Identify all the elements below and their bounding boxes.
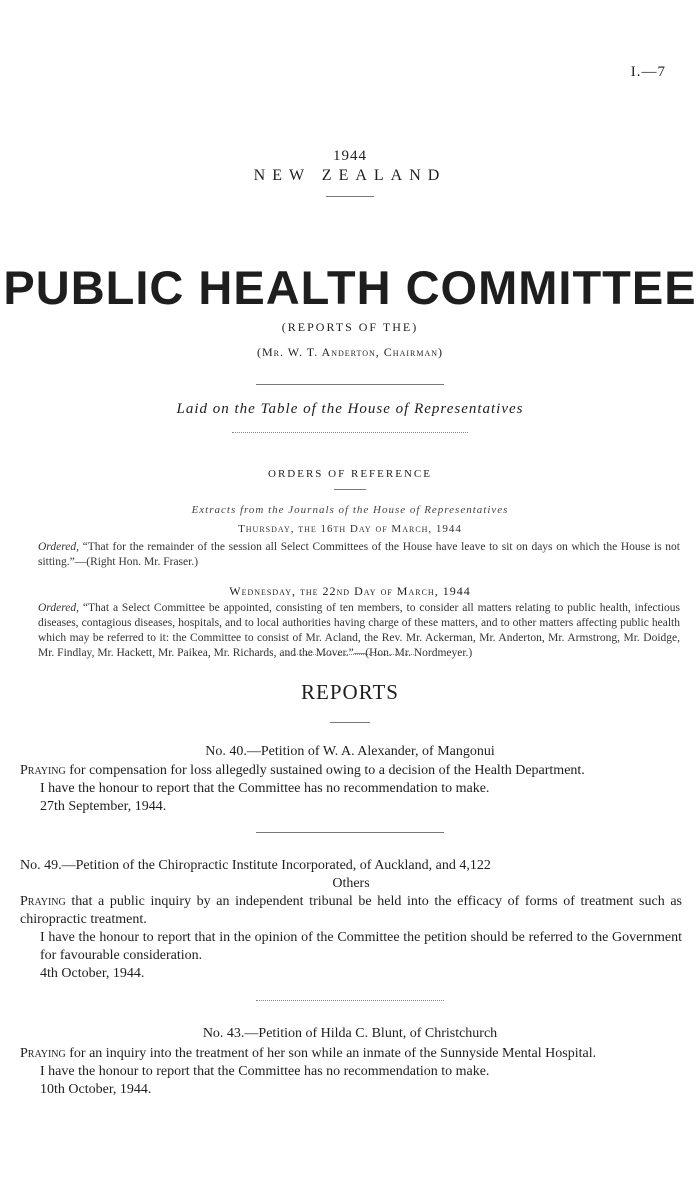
petition-prayer: that a public inquiry by an independent tribunal be held into the efficacy of forms of treatment such as chiropractic treatment. (20, 894, 682, 927)
chairman-line: (Mr. W. T. Anderton, Chairman) (256, 345, 444, 359)
divider (326, 196, 374, 197)
document-subtitle: (REPORTS OF THE) (281, 320, 419, 334)
divider (334, 489, 366, 490)
praying-label: Praying (20, 894, 66, 909)
divider (330, 722, 370, 723)
divider (286, 654, 414, 655)
divider (232, 432, 468, 433)
order-text: “That a Select Committee be appointed, consisting of ten members, to consider all matters relating to public health, infectious diseases, contagious diseases, hospitals, and to local authorities having charge of these matters, and to other matters affecting public health which may be referred to it: the Committee to consist of Mr. Acland, the Rev. Mr. Ackerman, Mr. Anderton, Mr. Armstrong, Mr. Doidge, Mr. Findlay, Mr. Hackett, Mr. Paikea, Mr. Richards, and the Mover.”—(Hon. Mr. Nordmeyer.) (38, 602, 680, 659)
order-date: Wednesday, the 22nd Day of March, 1944 (229, 584, 471, 598)
order-date: Thursday, the 16th Day of March, 1944 (238, 523, 462, 535)
committee-report: I have the honour to report that the Committee has no recommendation to make. (40, 781, 490, 796)
divider (256, 1000, 444, 1001)
laid-on-table-line: Laid on the Table of the House of Representatives (176, 401, 524, 417)
committee-report: I have the honour to report that in the opinion of the Committee the petition should be referred to the Government for favourable consideration. (40, 930, 682, 963)
committee-report: I have the honour to report that the Committee has no recommendation to make. (40, 1064, 490, 1079)
report-date: 27th September, 1944. (40, 799, 167, 814)
ordered-label: Ordered, (38, 602, 79, 614)
petition-heading: No. 40.—Petition of W. A. Alexander, of Mangonui (205, 744, 495, 759)
order-of-reference (20, 540, 680, 570)
divider (256, 832, 444, 833)
petition-heading-text: No. 49.—Petition of the Chiropractic Institute Incorporated, of Auckland, and 4,122 (20, 858, 491, 873)
ordered-label: Ordered, (38, 541, 79, 553)
document-title: PUBLIC HEALTH COMMITTEE (3, 261, 697, 314)
petition-body (20, 762, 682, 816)
country-heading: NEW ZEALAND (253, 167, 447, 184)
divider (256, 384, 444, 385)
petition-heading: No. 43.—Petition of Hilda C. Blunt, of Christchurch (202, 1026, 498, 1041)
year: 1944 (333, 148, 367, 164)
petition-prayer: for compensation for loss allegedly sustained owing to a decision of the Health Department. (65, 763, 585, 778)
reports-heading: REPORTS (301, 680, 399, 704)
praying-label: Praying (20, 1046, 66, 1061)
praying-label: Praying (20, 763, 66, 778)
order-of-reference (20, 601, 680, 661)
petition-heading (20, 857, 682, 875)
report-date: 10th October, 1944. (40, 1082, 152, 1097)
petition-heading-continued: Others (332, 876, 370, 891)
orders-of-reference-heading: ORDERS OF REFERENCE (268, 468, 432, 480)
page-reference: I.—7 (630, 64, 666, 80)
petition-body (20, 1045, 682, 1099)
order-text: “That for the remainder of the session all Select Committees of the House have leave to sit on days on which the House is not sitting.”—(Right Hon. Mr. Fraser.) (38, 541, 680, 568)
petition-body (20, 857, 682, 983)
report-date: 4th October, 1944. (40, 966, 145, 981)
petition-prayer: for an inquiry into the treatment of her son while an inmate of the Sunnyside Mental Hospital. (65, 1046, 597, 1061)
journal-extracts-line: Extracts from the Journals of the House of Representatives (191, 504, 509, 516)
